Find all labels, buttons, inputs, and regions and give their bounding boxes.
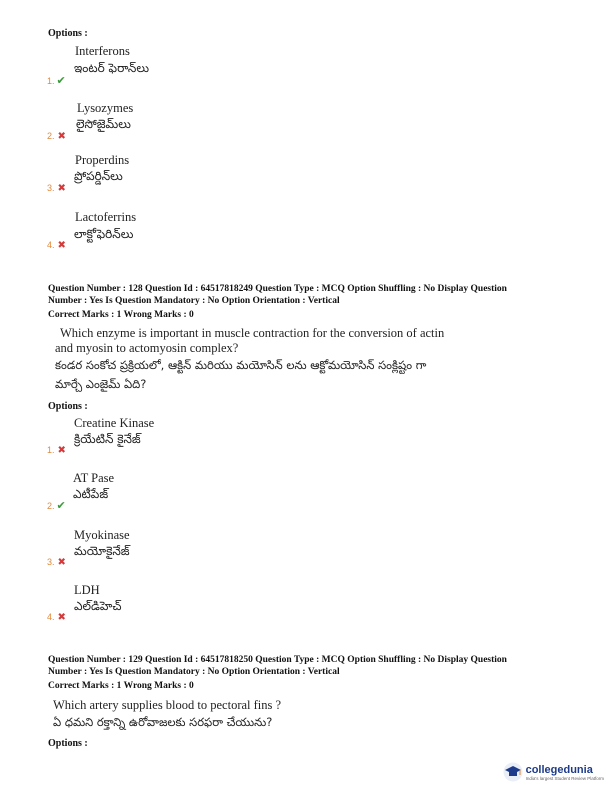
option-marker xyxy=(47,71,66,89)
option-number: 3. xyxy=(47,557,55,567)
question-meta-line1: Question Number : 129 Question Id : 64517818250 Question Type : MCQ Option Shuffling : No Display Question xyxy=(48,655,507,665)
option-text-en: AT Pase xyxy=(73,471,115,485)
collegedunia-watermark xyxy=(503,762,604,782)
option-text-te: క్రియేటిన్ కైనేజ్ xyxy=(74,432,141,446)
option-text-te: ఎటీపేజ్ xyxy=(73,487,109,501)
question-text-en: and myosin to actomyosin complex? xyxy=(55,341,239,355)
cross-icon: ✖ xyxy=(57,612,66,623)
check-icon: ✔ xyxy=(56,75,66,87)
question-meta-line1: Question Number : 128 Question Id : 64517818249 Question Type : MCQ Option Shuffling : No Display Question xyxy=(48,284,507,294)
option-number: 4. xyxy=(47,240,55,250)
option-text-en: Myokinase xyxy=(74,528,130,542)
option-text-en: Creatine Kinase xyxy=(74,416,155,430)
option-marker xyxy=(47,178,66,196)
graduate-cap-icon xyxy=(503,762,523,782)
option-marker xyxy=(47,126,66,144)
option-number: 3. xyxy=(47,183,55,193)
option-number: 2. xyxy=(47,131,55,141)
cross-icon: ✖ xyxy=(57,131,66,142)
question-text-te: ఏ ధమని రక్తాన్ని ఉరోవాజలకు సరఫరా చేయును? xyxy=(53,715,273,729)
question-text-te: మార్చే ఎంజైమ్ ఏది? xyxy=(55,377,147,391)
cross-icon: ✖ xyxy=(57,445,66,456)
option-text-te: ఇంటర్ ఫెరాన్‌లు xyxy=(74,61,149,75)
brand-tagline: India's largest Student Review Platform xyxy=(525,775,604,781)
option-marker xyxy=(47,607,66,625)
option-number: 4. xyxy=(47,612,55,622)
option-marker xyxy=(47,235,66,253)
cross-icon: ✖ xyxy=(57,557,66,568)
option-text-te: మయోకైనేజ్ xyxy=(74,544,130,558)
question-marks: Correct Marks : 1 Wrong Marks : 0 xyxy=(48,681,194,691)
option-text-te: లైసోజైమ్‌లు xyxy=(76,117,131,131)
option-text-te: ప్రోపర్డిన్‌లు xyxy=(74,169,123,183)
option-number: 2. xyxy=(47,501,55,511)
check-icon: ✔ xyxy=(56,500,66,512)
option-marker xyxy=(47,496,66,514)
option-marker xyxy=(47,552,66,570)
option-number: 1. xyxy=(47,445,55,455)
brand-name: collegedunia xyxy=(525,763,593,776)
options-heading: Options : xyxy=(48,401,88,412)
option-text-en: Interferons xyxy=(75,44,130,58)
option-text-te: ఎల్‌డిహెచ్ xyxy=(74,599,122,613)
option-text-en: Properdins xyxy=(75,153,130,167)
option-text-en: Lactoferrins xyxy=(75,210,137,224)
question-text-te: కండర సంకోచ ప్రక్రియలో, ఆక్టిన్ మరియు మయోసిన్ లను ఆక్టోమయోసిన్ సంక్లిష్టం గా xyxy=(55,358,427,372)
question-marks: Correct Marks : 1 Wrong Marks : 0 xyxy=(48,310,194,320)
cross-icon: ✖ xyxy=(57,240,66,251)
question-text-en: Which enzyme is important in muscle contraction for the conversion of actin xyxy=(60,326,445,340)
option-marker xyxy=(47,440,66,458)
option-text-en: Lysozymes xyxy=(77,101,134,115)
options-heading: Options : xyxy=(48,738,88,749)
option-text-te: లాక్టోఫెరిన్‌లు xyxy=(74,227,134,241)
question-meta-line2: Number : Yes Is Question Mandatory : No Option Orientation : Vertical xyxy=(48,296,340,306)
options-heading: Options : xyxy=(48,28,88,39)
question-meta-line2: Number : Yes Is Question Mandatory : No Option Orientation : Vertical xyxy=(48,667,340,677)
question-text-en: Which artery supplies blood to pectoral fins ? xyxy=(53,698,282,712)
cross-icon: ✖ xyxy=(57,183,66,194)
option-text-en: LDH xyxy=(74,583,100,597)
option-number: 1. xyxy=(47,76,55,86)
